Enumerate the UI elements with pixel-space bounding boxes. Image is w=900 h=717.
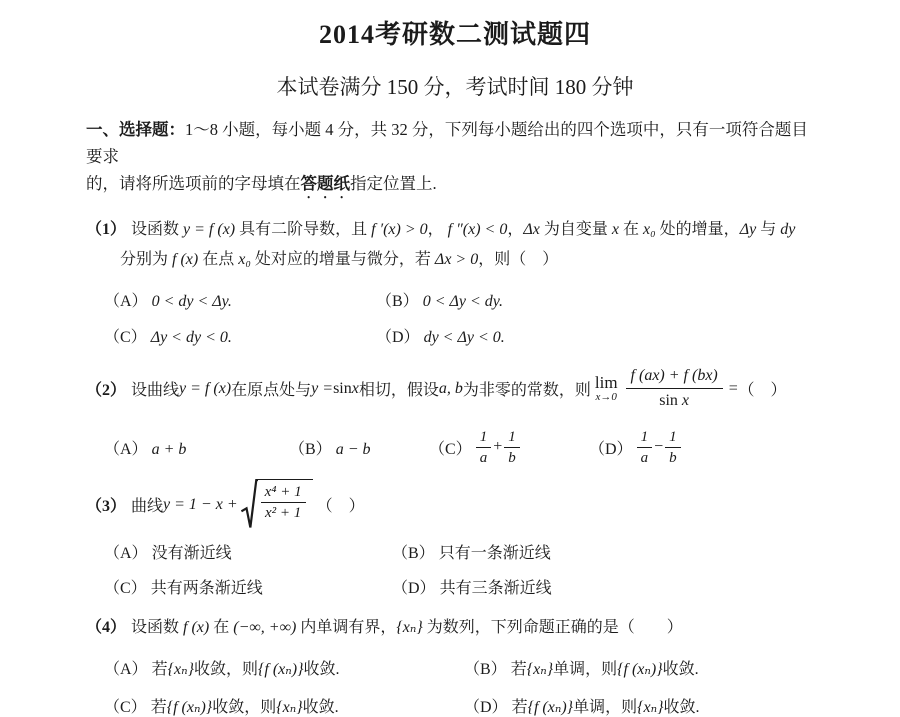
q3-stem <box>86 479 824 530</box>
math-operator: − <box>654 438 664 455</box>
text-run: 相切，假设 <box>358 382 439 399</box>
fraction-numerator: 1 <box>637 428 653 448</box>
option-text: dy < Δy < 0. <box>423 329 505 346</box>
math-run: {f (xₙ)} <box>166 699 213 716</box>
text-run: 设函数 <box>131 221 184 238</box>
page-title: 2014考研数二测试题四 <box>318 20 591 49</box>
text-run: 与 <box>756 221 781 238</box>
option-label: （B） <box>392 545 435 562</box>
math-run: {f (xₙ)} <box>257 661 304 678</box>
text-run: 分别为 <box>120 251 173 268</box>
text-run: 收敛，则 <box>212 699 277 716</box>
option-label: （D） <box>376 329 420 346</box>
option-text: 只有一条渐近线 <box>438 545 551 562</box>
option-text: 共有两条渐近线 <box>150 580 263 597</box>
question-number: （2） <box>86 382 127 399</box>
q1-option-c <box>104 324 376 347</box>
math-run: {xₙ} <box>637 699 664 716</box>
fraction-denominator <box>626 389 723 411</box>
math-run: f (x) <box>183 619 210 636</box>
math-operator: + <box>493 438 503 455</box>
math-run: x <box>351 379 359 397</box>
option-label: （A） <box>104 545 148 562</box>
text-run: 具有二阶导数，且 <box>235 221 372 238</box>
q4-stem <box>86 614 824 642</box>
question-3 <box>86 479 824 598</box>
option-text: 0 < Δy < dy. <box>422 293 503 310</box>
text-run: 若 <box>511 699 528 716</box>
text-run: 收敛. <box>663 699 700 716</box>
question-2 <box>86 366 824 471</box>
math-run: {xₙ} <box>396 619 423 636</box>
q4-option-c <box>104 694 464 717</box>
option-text: 没有渐近线 <box>151 545 232 562</box>
math-function-name: sin <box>333 379 352 397</box>
text-run: 若 <box>151 661 168 678</box>
sqrt-block <box>241 479 313 530</box>
math-run: Δx <box>523 221 540 238</box>
text-run: 在 <box>209 619 234 636</box>
fraction-denominator: a <box>479 449 488 466</box>
math-function-name: sin <box>659 392 678 409</box>
fraction-numerator: 1 <box>504 428 520 448</box>
text-run: 在 <box>618 221 643 238</box>
q1-stem-line-1 <box>86 215 824 245</box>
fraction-denominator: b <box>508 449 516 466</box>
radicand <box>258 479 313 530</box>
radical-sign-icon <box>241 479 258 530</box>
text-run: 内单调有界， <box>296 619 397 636</box>
text-run: 曲线 <box>131 498 164 515</box>
fraction-denominator: a <box>640 449 649 466</box>
q2-options-grid <box>86 423 824 471</box>
math-run: Δy <box>739 221 757 238</box>
q2-option-d <box>589 428 824 467</box>
text-run: 设曲线 <box>131 382 180 399</box>
option-text: a − b <box>335 440 371 458</box>
math-run: x <box>611 221 619 238</box>
fraction-denominator: x² + 1 <box>264 505 302 521</box>
option-label: （B） <box>464 661 507 678</box>
text-run: 1～8 小题，每小题 4 分，共 32 分，下列每小题给出的四个选项中，只有一项符合题目要求 <box>86 120 808 166</box>
exam-subtitle: 本试卷满分 150 分，考试时间 180 分钟 <box>276 75 634 99</box>
option-label: （D） <box>464 699 508 716</box>
section-heading: 一、选择题： <box>86 120 185 139</box>
text-run: 在原点处与 <box>231 382 312 399</box>
math-run: (−∞, +∞) <box>233 619 297 636</box>
text-run: 处对应的增量与微分，若 <box>250 251 435 268</box>
question-number: （1） <box>86 221 127 238</box>
q2-option-c <box>429 428 589 467</box>
q3-option-d <box>392 575 824 598</box>
q3-option-c <box>104 575 392 598</box>
intro-line-2 <box>86 170 824 202</box>
option-label: （D） <box>392 580 436 597</box>
option-text: 共有三条渐近线 <box>439 580 552 597</box>
q2-option-a <box>104 436 289 459</box>
math-run: {f (xₙ)} <box>617 661 663 678</box>
option-label: （C） <box>104 329 147 346</box>
math-run: = <box>727 379 739 397</box>
math-run: x₀ <box>643 221 656 238</box>
text-run: 为数列，下列命题正确的是（ ） <box>422 619 683 636</box>
math-run: x₀ <box>238 251 251 268</box>
question-1 <box>86 215 824 347</box>
text-run: 若 <box>150 699 167 716</box>
option-label: （B） <box>289 440 332 458</box>
fraction <box>665 428 681 467</box>
text-run: 收敛. <box>303 661 340 678</box>
q2-stem <box>86 366 824 411</box>
q1-stem-line-2 <box>86 245 824 275</box>
text-run: 指定位置上. <box>350 174 437 193</box>
math-run: {xₙ} <box>276 699 303 716</box>
question-number: （3） <box>86 498 127 515</box>
fraction <box>637 428 653 467</box>
blank-parentheses: （ ） <box>738 382 787 399</box>
math-run: f (x) <box>172 251 199 268</box>
q1-option-a <box>104 288 376 311</box>
fraction-numerator: f (ax) + f (bx) <box>626 366 723 389</box>
math-run: x <box>677 392 690 409</box>
fraction-denominator: b <box>669 449 677 466</box>
intro-line-1 <box>86 116 824 170</box>
math-run: Δx > 0 <box>434 251 479 268</box>
option-label: （B） <box>376 293 419 310</box>
text-run: 收敛. <box>302 699 339 716</box>
option-label: （A） <box>104 293 148 310</box>
math-run: f ′(x) > 0 <box>371 221 428 238</box>
q2-option-b <box>289 436 429 459</box>
math-run: y = f (x) <box>183 221 236 238</box>
q1-options-grid <box>86 288 824 347</box>
math-run: y = f (x) <box>179 379 232 397</box>
fraction-numerator: x⁴ + 1 <box>261 483 306 503</box>
blank-parentheses: （ ） <box>316 498 365 515</box>
fraction-numerator: 1 <box>665 428 681 448</box>
fraction <box>261 483 306 522</box>
option-label: （C） <box>104 699 147 716</box>
q1-option-d <box>376 324 824 347</box>
limit-subscript: x→0 <box>595 390 617 403</box>
text-run: 单调，则 <box>573 699 638 716</box>
option-text: a + b <box>151 440 187 458</box>
q1-option-b <box>376 288 824 311</box>
q3-option-a <box>104 540 392 563</box>
text-run: 在点 <box>198 251 239 268</box>
math-run: {f (xₙ)} <box>527 699 574 716</box>
q4-options-grid <box>86 656 824 717</box>
text-run: ，则（ ） <box>478 251 559 268</box>
math-run: dy <box>780 221 796 238</box>
text-run: 若 <box>510 661 527 678</box>
math-run: f ″(x) < 0 <box>447 221 508 238</box>
fraction <box>504 428 520 467</box>
section-intro <box>86 116 824 202</box>
math-run: {xₙ} <box>526 661 554 678</box>
limit-label: lim <box>594 373 618 393</box>
option-label: （D） <box>589 440 633 458</box>
q4-option-d <box>464 694 824 717</box>
text-run: 单调，则 <box>553 661 618 678</box>
option-text: 0 < dy < Δy. <box>151 293 232 310</box>
answer-sheet-emphasis: 答题纸 <box>300 174 350 193</box>
question-4 <box>86 614 824 717</box>
q3-options-grid <box>86 540 824 598</box>
text-run: 的，请将所选项前的字母填在 <box>86 174 301 193</box>
text-run: 为自变量 <box>539 221 612 238</box>
fraction <box>626 366 723 411</box>
option-label: （A） <box>104 440 148 458</box>
option-label: （A） <box>104 661 148 678</box>
fraction-numerator: 1 <box>476 428 492 448</box>
limit-block <box>595 374 618 403</box>
math-run: y = <box>311 379 334 397</box>
text-run: 处的增量， <box>655 221 740 238</box>
option-label: （C） <box>429 440 472 458</box>
q3-option-b <box>392 540 824 563</box>
text-run: ， <box>427 221 448 238</box>
question-number: （4） <box>86 619 127 636</box>
fraction <box>476 428 492 467</box>
math-run: y = 1 − x + <box>163 495 238 513</box>
text-run: 收敛，则 <box>193 661 258 678</box>
math-run: {xₙ} <box>167 661 194 678</box>
text-run: 设函数 <box>131 619 184 636</box>
option-label: （C） <box>104 580 147 597</box>
text-run: 为非零的常数，则 <box>462 382 591 399</box>
math-run: a, b <box>438 379 463 397</box>
text-run: ， <box>507 221 524 238</box>
text-run: 收敛. <box>662 661 699 678</box>
option-text: Δy < dy < 0. <box>150 329 232 346</box>
